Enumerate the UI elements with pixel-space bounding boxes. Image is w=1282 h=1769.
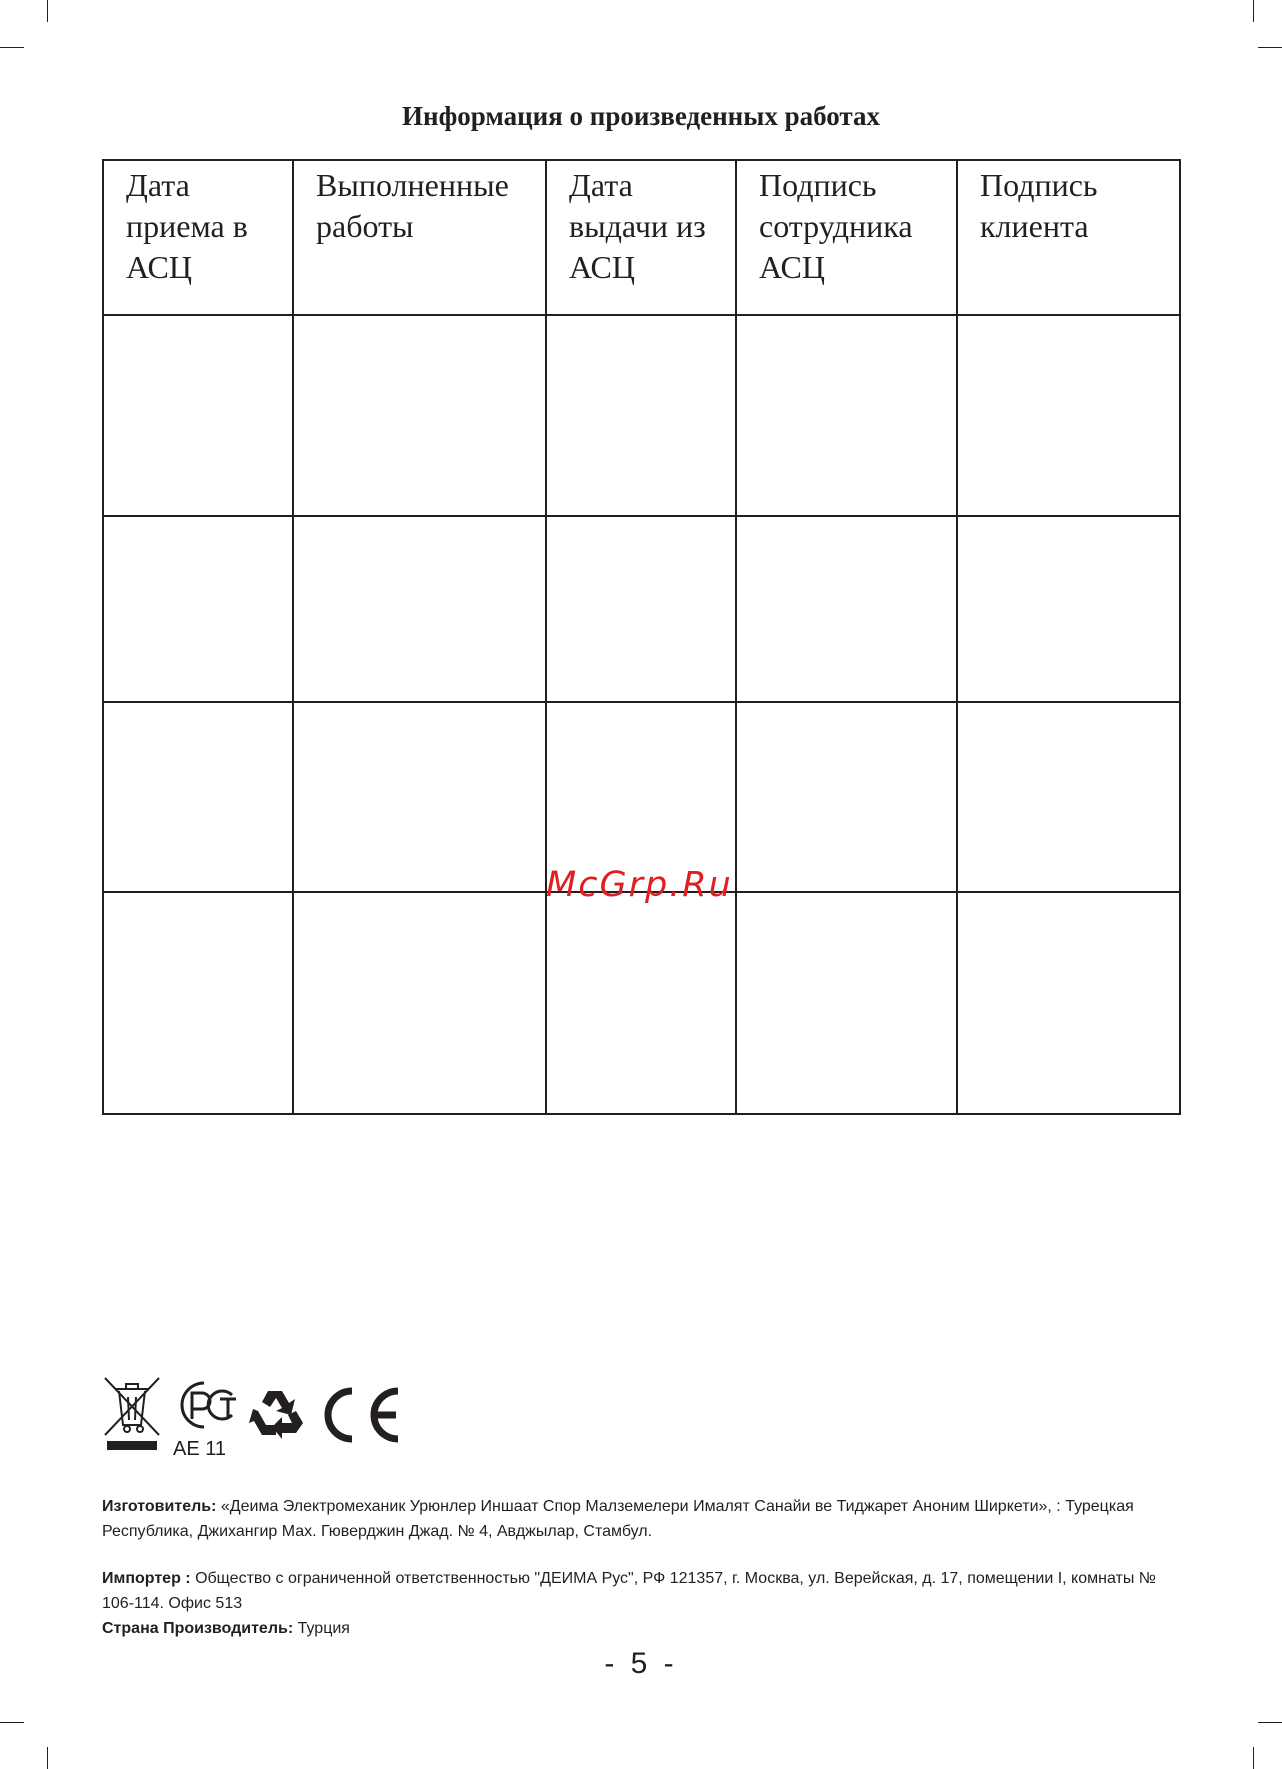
table-cell[interactable] — [546, 892, 736, 1114]
page-number: - 5 - — [604, 1647, 678, 1680]
recycle-icon — [246, 1387, 304, 1441]
weee-crossed-bin-icon — [102, 1375, 162, 1453]
header-staff-signature: Подпись сотрудника АСЦ — [736, 160, 957, 315]
manufacturer-label: Изготовитель: — [102, 1498, 217, 1515]
crop-mark — [0, 1722, 24, 1723]
table-cell[interactable] — [293, 702, 546, 892]
country-text: Турция — [293, 1620, 350, 1637]
header-client-signature: Подпись клиента — [957, 160, 1180, 315]
manufacturer-info — [102, 1494, 1180, 1544]
table-header-row — [103, 160, 1180, 315]
table-cell[interactable] — [957, 702, 1180, 892]
table-cell[interactable] — [736, 892, 957, 1114]
table-cell[interactable] — [736, 516, 957, 702]
importer-info — [102, 1566, 1180, 1616]
table-cell[interactable] — [957, 315, 1180, 516]
table-cell[interactable] — [103, 892, 293, 1114]
watermark: McGrp.Ru — [546, 865, 733, 905]
table-cell[interactable] — [736, 702, 957, 892]
table-cell[interactable] — [103, 315, 293, 516]
crop-mark — [1258, 47, 1282, 48]
header-intake-date: Дата приема в АСЦ — [103, 160, 293, 315]
importer-label: Импортер : — [102, 1570, 191, 1587]
table-cell[interactable] — [546, 315, 736, 516]
table-cell[interactable] — [957, 516, 1180, 702]
crop-mark — [1253, 0, 1254, 22]
header-release-date: Дата выдачи из АСЦ — [546, 160, 736, 315]
ce-mark-icon — [316, 1385, 406, 1445]
crop-mark — [47, 1747, 48, 1769]
manufacturer-text: «Деима Электромеханик Урюнлер Иншаат Спор Малземелери Ималят Санайи ве Тиджарет Аноним Ширкети», : Турецкая Республика, Джихангир Мах. Гюверджин Джад. № 4, Авджылар, Стамбул. — [102, 1498, 1134, 1540]
table-cell[interactable] — [546, 516, 736, 702]
table-cell[interactable] — [293, 892, 546, 1114]
country-info — [102, 1616, 1180, 1641]
service-records-table — [102, 159, 1181, 1115]
table-cell[interactable] — [293, 315, 546, 516]
certification-code: AE 11 — [173, 1438, 226, 1460]
table-cell[interactable] — [103, 702, 293, 892]
header-work-performed: Выполненные работы — [293, 160, 546, 315]
table-cell[interactable] — [546, 702, 736, 892]
table-cell[interactable] — [103, 516, 293, 702]
table-row — [103, 702, 1180, 892]
crop-mark — [1258, 1722, 1282, 1723]
crop-mark — [1253, 1747, 1254, 1769]
table-row — [103, 892, 1180, 1114]
table-cell[interactable] — [293, 516, 546, 702]
importer-text: Общество с ограниченной ответственностью "ДЕИМА Рус", РФ 121357, г. Москва, ул. Верейская, д. 17, помещении I, комнаты № 106-114. Офис 513 — [102, 1570, 1156, 1612]
page-title: Информация о произведенных работах — [402, 101, 880, 131]
pct-certification-icon — [170, 1375, 242, 1435]
table-row — [103, 315, 1180, 516]
table-row — [103, 516, 1180, 702]
country-label: Страна Производитель: — [102, 1620, 294, 1637]
table-cell[interactable] — [957, 892, 1180, 1114]
certification-logos — [102, 1373, 422, 1460]
crop-mark — [0, 47, 24, 48]
crop-mark — [47, 0, 48, 22]
table-cell[interactable] — [736, 315, 957, 516]
